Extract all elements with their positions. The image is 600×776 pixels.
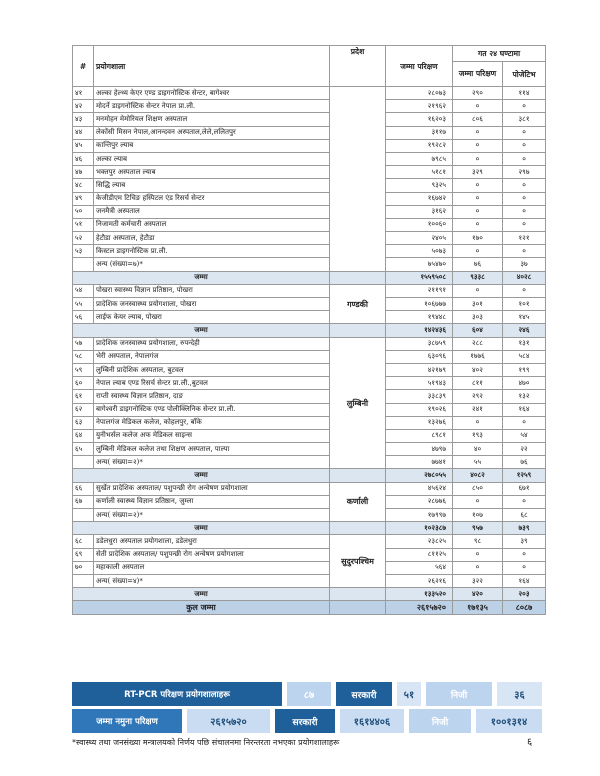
row-lab: भेरी अस्पताल, नेपालगंज <box>94 350 330 363</box>
table-row <box>73 100 546 113</box>
table-row <box>73 87 546 100</box>
row-total: १७९९७ <box>386 509 453 522</box>
subtotal-karnali-label: जम्मा <box>73 522 330 535</box>
subtotal-lumbini-label: जम्मा <box>73 469 330 482</box>
row-sn: ६० <box>73 377 94 390</box>
table-row <box>73 205 546 218</box>
row-lab: लुम्बिनी मेडिकल कलेज तथा शिक्षण अस्पताल, पाल्पा <box>94 443 330 456</box>
row-total: ४७९७ <box>386 443 453 456</box>
row-total: ५६४ <box>386 561 453 574</box>
table-row <box>73 482 546 495</box>
col-last24-positive: पोजेटिभ <box>503 62 546 87</box>
row-last24-total: ० <box>453 205 503 218</box>
total-samples-label: जम्मा नमुना परिक्षण <box>72 709 182 733</box>
row-total: ३३८३९ <box>386 390 453 403</box>
row-total: ७५४७० <box>386 258 453 271</box>
row-total: १९४४८ <box>386 311 453 324</box>
row-lab: डडेलधुरा अस्पताल प्रयोगशाला, डडेलधुरा <box>94 535 330 548</box>
row-last24-positive: ५४ <box>503 429 546 442</box>
row-total: ५०७३ <box>386 245 453 258</box>
col-last24: गत २४ घण्टामा <box>453 46 546 62</box>
row-last24-total: ० <box>453 192 503 205</box>
row-total: १९२८२ <box>386 139 453 152</box>
row-last24-total: ४० <box>453 443 503 456</box>
row-last24-total: २८८ <box>453 337 503 350</box>
subtotal-gandaki-last24-positive: २४६ <box>503 324 546 337</box>
grand-total-last24-total: १७१३५ <box>453 601 503 614</box>
row-sn: ४९ <box>73 192 94 205</box>
row-last24-total: ० <box>453 218 503 231</box>
row-last24-positive: १६४ <box>503 574 546 587</box>
subtotal-bagmati-last24-total: ९३३८ <box>453 271 503 284</box>
row-total: १०६७७७ <box>386 298 453 311</box>
samples-private-count: १००१३१४ <box>476 709 542 733</box>
row-last24-positive: ५८४ <box>503 350 546 363</box>
table-row <box>73 416 546 429</box>
row-last24-positive: १३२ <box>503 390 546 403</box>
row-sn: ६३ <box>73 416 94 429</box>
table-row <box>73 535 546 548</box>
grand-total-province-blank <box>330 601 386 614</box>
row-last24-total: ० <box>453 495 503 508</box>
row-total: २४०५ <box>386 232 453 245</box>
row-last24-positive: १०१ <box>503 298 546 311</box>
row-last24-positive: १४५ <box>503 311 546 324</box>
row-sn: ६२ <box>73 403 94 416</box>
table-row <box>73 232 546 245</box>
subtotal-karnali <box>73 522 546 535</box>
subtotal-gandaki <box>73 324 546 337</box>
row-last24-total: ३२९ <box>453 166 503 179</box>
row-total: ३११७ <box>386 126 453 139</box>
row-lab: निजामती कर्मचारी अस्पताल <box>94 218 330 231</box>
row-total: २६२१६ <box>386 574 453 587</box>
row-total: ७९८५ <box>386 152 453 165</box>
row-total: १६७४२ <box>386 192 453 205</box>
row-sn: ४३ <box>73 113 94 126</box>
row-total: २८०७३ <box>386 87 453 100</box>
subtotal-gandaki-province-blank <box>330 324 386 337</box>
row-sn: ४८ <box>73 179 94 192</box>
row-last24-total: ० <box>453 152 503 165</box>
row-last24-positive: ० <box>503 126 546 139</box>
row-last24-positive: ३८१ <box>503 113 546 126</box>
table-row <box>73 192 546 205</box>
subtotal-lumbini-last24-positive: १२५९ <box>503 469 546 482</box>
row-lab: सेती प्रादेशिक अस्पताल/ पशुपन्छी रोग अन्वेषण प्रयोगशाला <box>94 548 330 561</box>
subtotal-lumbini-province-blank <box>330 469 386 482</box>
table-row <box>73 152 546 165</box>
samples-private-label: निजी <box>409 709 471 733</box>
row-lab: भक्तपुर अस्पताल ल्याब <box>94 166 330 179</box>
row-lab: मनमोहन मेमोरियल शिक्षण अस्पताल <box>94 113 330 126</box>
province-cell: सुदुरपश्चिम <box>330 535 386 588</box>
subtotal-karnali-total: १०२३८७ <box>386 522 453 535</box>
total-samples-count: २६१५७२० <box>187 709 270 733</box>
row-last24-positive: १९९ <box>503 363 546 376</box>
subtotal-bagmati-province-blank <box>330 271 386 284</box>
row-lab: हेटौडा अस्पताल, हेटौडा <box>94 232 330 245</box>
row-last24-positive: ० <box>503 139 546 152</box>
row-sn: ५९ <box>73 363 94 376</box>
subtotal-gandaki-label: जम्मा <box>73 324 330 337</box>
province-cell <box>330 87 386 272</box>
row-lab: प्रादेशिक जनस्वास्थ्य प्रयोगशाला, पोखरा <box>94 298 330 311</box>
row-total: ४२१७९ <box>386 363 453 376</box>
subtotal-sudurpaschim-last24-total: ४२० <box>453 588 503 601</box>
row-sn: ५४ <box>73 284 94 297</box>
row-sn: ७० <box>73 561 94 574</box>
subtotal-karnali-last24-total: ९५७ <box>453 522 503 535</box>
grand-total-label: कुल जम्मा <box>73 601 330 614</box>
row-last24-total: ० <box>453 416 503 429</box>
row-lab: अन्य( संख्या=२)* <box>94 456 330 469</box>
subtotal-gandaki-total: १४२४३६ <box>386 324 453 337</box>
province-cell: कर्णाली <box>330 482 386 522</box>
row-lab: नेपालगंज मेडिकल कलेज, कोहलपुर, बाँके <box>94 416 330 429</box>
row-total: ९३२५ <box>386 179 453 192</box>
row-total: ८९८१ <box>386 429 453 442</box>
row-last24-total: २९० <box>453 87 503 100</box>
table-row <box>73 166 546 179</box>
row-lab: लाईफ केयर ल्याब, पोखरा <box>94 311 330 324</box>
row-last24-positive: ३७ <box>503 258 546 271</box>
grand-total <box>73 601 546 614</box>
row-last24-total: १७० <box>453 232 503 245</box>
row-sn <box>73 258 94 271</box>
row-total: ५१९४३ <box>386 377 453 390</box>
row-lab: अन्य( संख्या=२)* <box>94 509 330 522</box>
table-row <box>73 390 546 403</box>
table-row <box>73 548 546 561</box>
row-lab: बागेश्वरी डाइगनोस्टिक एण्ड पोलीक्लिनिक सेन्टर प्रा.ली. <box>94 403 330 416</box>
row-lab: पोखरा स्वास्थ्य विज्ञान प्रतिष्ठान, पोखरा <box>94 284 330 297</box>
row-lab: मोदर्ने डाइगनोस्टिक सेन्टर नेपाल प्रा.ली. <box>94 100 330 113</box>
rtpcr-private-label: निजी <box>426 682 492 706</box>
table-row <box>73 509 546 522</box>
row-total: २८७७६ <box>386 495 453 508</box>
table-row <box>73 113 546 126</box>
row-last24-total: ० <box>453 179 503 192</box>
table-row <box>73 574 546 587</box>
row-total: १६२०३ <box>386 113 453 126</box>
row-last24-total: २९२ <box>453 390 503 403</box>
table-row <box>73 377 546 390</box>
row-lab: सिद्धि ल्याब <box>94 179 330 192</box>
row-lab: केजीडीएम टिचिङ हस्पिटल एंड रिसर्च सेन्टर <box>94 192 330 205</box>
row-sn: ६१ <box>73 390 94 403</box>
row-last24-positive: ० <box>503 152 546 165</box>
row-last24-positive: १३१ <box>503 337 546 350</box>
row-sn: ४१ <box>73 87 94 100</box>
table-row <box>73 311 546 324</box>
row-last24-total: ० <box>453 139 503 152</box>
row-last24-positive: ११४ <box>503 87 546 100</box>
row-sn: ५३ <box>73 245 94 258</box>
row-last24-positive: ० <box>503 179 546 192</box>
table-row <box>73 218 546 231</box>
row-total: ३८७५९ <box>386 337 453 350</box>
row-last24-total: ० <box>453 548 503 561</box>
row-sn <box>73 509 94 522</box>
row-lab: अन्य (संख्या=७)* <box>94 258 330 271</box>
row-sn: ६८ <box>73 535 94 548</box>
col-last24-total: जम्मा परिक्षण <box>453 62 503 87</box>
row-lab: कर्णाली स्वास्थ्य विज्ञान प्रतिष्ठान, जुम्ला <box>94 495 330 508</box>
row-sn: ४४ <box>73 126 94 139</box>
table-row <box>73 561 546 574</box>
rtpcr-labs-label: RT-PCR परिक्षण प्रयोगशालाहरू <box>72 682 282 706</box>
row-last24-total: ० <box>453 561 503 574</box>
row-last24-positive: ० <box>503 100 546 113</box>
table-row <box>73 126 546 139</box>
row-sn: ५८ <box>73 350 94 363</box>
row-lab: महाकाली अस्पताल <box>94 561 330 574</box>
row-sn: ४५ <box>73 139 94 152</box>
subtotal-lumbini-total: २७८०५५ <box>386 469 453 482</box>
row-sn: ६७ <box>73 495 94 508</box>
province-cell: गण्डकी <box>330 284 386 324</box>
table-row <box>73 456 546 469</box>
province-cell: लुम्बिनी <box>330 337 386 469</box>
subtotal-lumbini-last24-total: ४०८२ <box>453 469 503 482</box>
table-row <box>73 258 546 271</box>
row-sn: ५७ <box>73 337 94 350</box>
row-total: ८११२५ <box>386 548 453 561</box>
row-last24-total: ८०६ <box>453 113 503 126</box>
footnote: *स्वास्थ्य तथा जनसंख्या मन्त्रालयको निर्णय पछि संचालनमा निरन्तरता नभएका प्रयोगशालाहरू <box>72 738 340 747</box>
table-row <box>73 403 546 416</box>
rtpcr-govt-label: सरकारी <box>336 682 392 706</box>
col-sn: # <box>73 46 94 87</box>
row-last24-positive: ० <box>503 495 546 508</box>
row-last24-total: ८५० <box>453 482 503 495</box>
row-last24-positive: ० <box>503 192 546 205</box>
lab-table <box>72 45 546 615</box>
row-lab: अल्का ल्याब <box>94 152 330 165</box>
row-last24-positive: १२१ <box>503 232 546 245</box>
row-last24-total: ३०१ <box>453 298 503 311</box>
row-last24-total: ९८ <box>453 535 503 548</box>
row-last24-total: ४०२ <box>453 363 503 376</box>
table-row <box>73 363 546 376</box>
table-row <box>73 337 546 350</box>
col-total: जम्मा परिक्षण <box>386 46 453 87</box>
row-sn: ५६ <box>73 311 94 324</box>
row-last24-total: १७७६ <box>453 350 503 363</box>
row-last24-total: ० <box>453 100 503 113</box>
subtotal-karnali-last24-positive: ७३९ <box>503 522 546 535</box>
row-total: १९०२६ <box>386 403 453 416</box>
row-last24-total: ३२२ <box>453 574 503 587</box>
row-lab: लुम्बिनी प्रादेशिक अस्पताल, बुटवल <box>94 363 330 376</box>
col-province: प्रदेश <box>330 46 386 87</box>
row-total: २११९१ <box>386 284 453 297</box>
grand-total-last24-positive: ८०८७ <box>503 601 546 614</box>
table-row <box>73 245 546 258</box>
row-sn: ५५ <box>73 298 94 311</box>
subtotal-sudurpaschim-province-blank <box>330 588 386 601</box>
row-total: ४५६२४ <box>386 482 453 495</box>
row-last24-positive: ० <box>503 205 546 218</box>
subtotal-bagmati <box>73 271 546 284</box>
row-last24-positive: ० <box>503 218 546 231</box>
row-total: २३८२५ <box>386 535 453 548</box>
row-last24-positive: ७६ <box>503 456 546 469</box>
row-lab: जनमैत्री अस्पताल <box>94 205 330 218</box>
row-lab: कान्तिपुर ल्याब <box>94 139 330 152</box>
table-row <box>73 179 546 192</box>
row-sn: ६६ <box>73 482 94 495</box>
row-lab: प्रादेशिक जनस्वास्थ्य प्रयोगशाला, रुपन्देही <box>94 337 330 350</box>
row-last24-positive: २९७ <box>503 166 546 179</box>
subtotal-lumbini <box>73 469 546 482</box>
row-sn: ४२ <box>73 100 94 113</box>
row-sn: ४७ <box>73 166 94 179</box>
rtpcr-private-count: ३६ <box>497 682 542 706</box>
table-row <box>73 429 546 442</box>
row-lab: सुर्खेत प्रादेशिक अस्पताल/ पशुपन्छी रोग अन्वेषण प्रयोगशाला <box>94 482 330 495</box>
row-lab: किस्टल डाइगनोस्टिक प्रा.ली. <box>94 245 330 258</box>
row-last24-positive: २२ <box>503 443 546 456</box>
table-row <box>73 298 546 311</box>
row-total: ५१८१ <box>386 166 453 179</box>
row-sn: ४६ <box>73 152 94 165</box>
row-last24-positive: ३९ <box>503 535 546 548</box>
table-row <box>73 284 546 297</box>
row-last24-positive: ० <box>503 284 546 297</box>
row-last24-positive: ० <box>503 548 546 561</box>
row-last24-total: ० <box>453 284 503 297</box>
table-row <box>73 495 546 508</box>
row-last24-total: ० <box>453 126 503 139</box>
row-last24-positive: १६४ <box>503 403 546 416</box>
row-last24-total: १९३ <box>453 429 503 442</box>
row-total: १३२७६ <box>386 416 453 429</box>
row-total: २१९६२ <box>386 100 453 113</box>
row-last24-total: ३०३ <box>453 311 503 324</box>
row-last24-total: ७६ <box>453 258 503 271</box>
subtotal-gandaki-last24-total: ६०४ <box>453 324 503 337</box>
row-sn: ५० <box>73 205 94 218</box>
table-row <box>73 350 546 363</box>
page-number: ६ <box>527 737 533 748</box>
row-last24-positive: ० <box>503 245 546 258</box>
subtotal-bagmati-last24-positive: ४०२८ <box>503 271 546 284</box>
row-lab: लेकोंसी मिसन नेपाल,आनन्दवन अस्पताल,लेले,ललितपुर <box>94 126 330 139</box>
subtotal-sudurpaschim-last24-positive: २०३ <box>503 588 546 601</box>
row-sn <box>73 456 94 469</box>
row-lab: अल्का हेल्थ्य केएर एण्ड डाइगनोस्टिक सेन्टर, बागेश्वर <box>94 87 330 100</box>
row-lab: नेपाल ल्याब एण्ड रिसर्च सेन्टर प्रा.ली.,बुटवल <box>94 377 330 390</box>
row-sn: ५१ <box>73 218 94 231</box>
subtotal-sudurpaschim <box>73 588 546 601</box>
rtpcr-labs-count: ८७ <box>287 682 331 706</box>
row-last24-total: २४१ <box>453 403 503 416</box>
subtotal-bagmati-label: जम्मा <box>73 271 330 284</box>
col-lab: प्रयोगशाला <box>94 46 330 87</box>
subtotal-sudurpaschim-total: १३३५२० <box>386 588 453 601</box>
rtpcr-govt-count: ५१ <box>397 682 421 706</box>
samples-govt-label: सरकारी <box>275 709 335 733</box>
row-last24-total: ८११ <box>453 377 503 390</box>
row-last24-positive: ० <box>503 416 546 429</box>
row-total: ३१६२ <box>386 205 453 218</box>
row-last24-positive: ६७१ <box>503 482 546 495</box>
row-last24-total: ० <box>453 245 503 258</box>
row-last24-total: ५५ <box>453 456 503 469</box>
row-lab: अन्य( संख्या=४)* <box>94 574 330 587</box>
row-sn: ५२ <box>73 232 94 245</box>
grand-total-total: २६१५७२० <box>386 601 453 614</box>
row-sn <box>73 574 94 587</box>
row-total: ७७४१ <box>386 456 453 469</box>
row-sn: ६५ <box>73 443 94 456</box>
row-sn: ६४ <box>73 429 94 442</box>
row-last24-positive: ० <box>503 561 546 574</box>
samples-govt-count: १६१४४०६ <box>340 709 404 733</box>
row-last24-total: १०७ <box>453 509 503 522</box>
row-total: ६३०९६ <box>386 350 453 363</box>
row-lab: युनीभर्सल कलेज अफ मेडिकल साइन्स <box>94 429 330 442</box>
row-sn: ६९ <box>73 548 94 561</box>
subtotal-bagmati-total: १५५९५०८ <box>386 271 453 284</box>
table-row <box>73 443 546 456</box>
subtotal-sudurpaschim-label: जम्मा <box>73 588 330 601</box>
row-total: १००६० <box>386 218 453 231</box>
subtotal-karnali-province-blank <box>330 522 386 535</box>
row-lab: राप्ती स्वास्थ्य विज्ञान प्रतिष्ठान, दाङ <box>94 390 330 403</box>
table-row <box>73 139 546 152</box>
row-last24-positive: ६८ <box>503 509 546 522</box>
row-last24-positive: ४७० <box>503 377 546 390</box>
table-body <box>73 87 546 615</box>
